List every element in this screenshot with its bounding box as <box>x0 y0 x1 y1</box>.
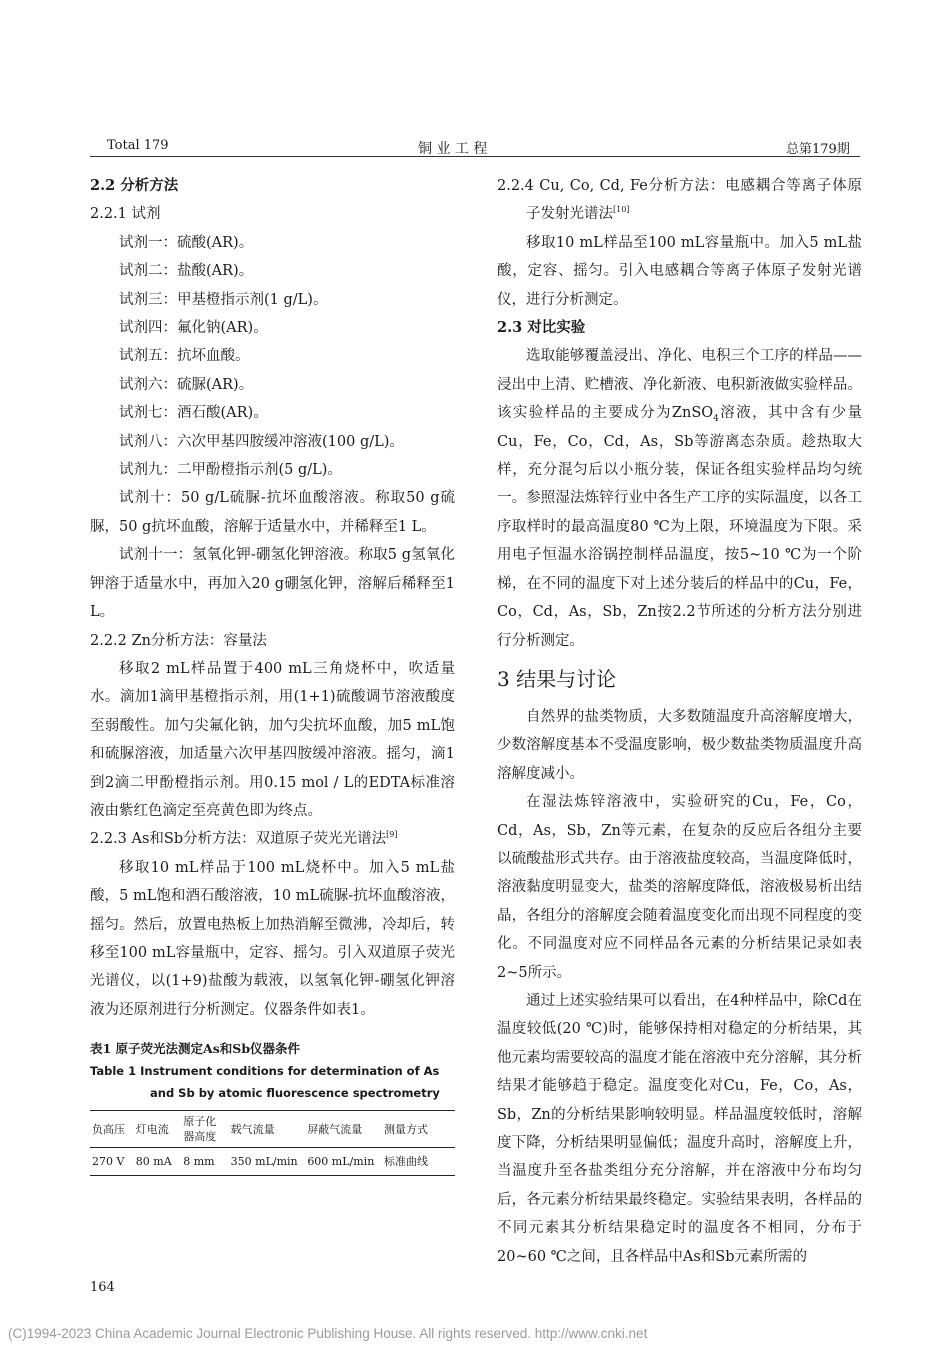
icp-method-paragraph: 移取10 mL样品至100 mL容量瓶中。加入5 mL盐酸，定容、摇匀。引入电感耦合等离子体原子发射光谱仪，进行分析测定。 <box>497 234 862 308</box>
section-2-2-heading: 2.2 分析方法 <box>90 177 179 194</box>
section-2-2-4-title: 2.2.4 Cu, Co, Cd, Fe分析方法：电感耦合等离子体原子发射光谱法 <box>497 178 862 223</box>
reagent-7: 试剂七：酒石酸(AR)。 <box>119 405 268 422</box>
section-2-3-heading: 2.3 对比实验 <box>497 319 586 337</box>
reagent-5: 试剂五：抗坏血酸。 <box>119 348 250 365</box>
assb-method-paragraph: 移取10 mL样品于100 mL烧杯中。加入5 mL盐酸，5 mL饱和酒石酸溶液，10 mL硫脲-抗坏血酸溶液，摇匀。然后，放置电热板上加热消解至微沸，冷却后，转移至100 mL容量瓶中，定容、摇匀。引入双道原子荧光光谱仪，以(1+9)盐酸为载液，以氢氧化钾-硼氢化钾溶液为还原剂进行分析测定。仪器条件如表1。 <box>90 859 455 1018</box>
reagent-6: 试剂六：硫脲(AR)。 <box>119 376 254 393</box>
section-2-2-3-heading <box>90 825 455 853</box>
results-paragraph-2: 在湿法炼锌溶液中，实验研究的Cu，Fe，Co，Cd，As，Sb，Zn等元素，在复杂的反应后各组分主要以硫酸盐形式共存。由于溶液盐度较高，当温度降低时，溶液黏度明显变大，盐类的溶解度降低，溶液极易析出结晶，各组分的溶解度会随着温度变化而出现不同程度的变化。不同温度对应不同样品各元素的分析结果记录如表2~5所示。 <box>497 794 862 981</box>
journal-title: 铜 业 工 程 <box>418 141 488 157</box>
page-number: 164 <box>90 1280 115 1295</box>
reagent-9: 试剂九：二甲酚橙指示剂(5 g/L)。 <box>119 462 342 479</box>
instrument-conditions-table <box>90 1110 455 1176</box>
left-column <box>90 172 455 1176</box>
reference-10: [10] <box>613 205 630 215</box>
table-row <box>90 1148 455 1176</box>
right-column <box>497 172 862 1271</box>
table1-caption-en-line1: Table 1 Instrument conditions for determination of As <box>90 1064 440 1079</box>
comparison-experiment-paragraph <box>497 342 862 654</box>
results-paragraph-1: 自然界的盐类物质，大多数随温度升高溶解度增大，少数溶解度基本不受温度影响，极少数盐类物质温度升高溶解度减小。 <box>497 708 862 782</box>
table-cell: 600 mL/min <box>305 1148 382 1176</box>
reagent-1: 试剂一：硫酸(AR)。 <box>119 234 254 251</box>
table-cell: 标准曲线 <box>382 1148 455 1176</box>
reagent-11: 试剂十一：氢氧化钾-硼氢化钾溶液。称取5 g氢氧化钾溶于适量水中，再加入20 g硼氢化钾，溶解后稀释至1 L。 <box>90 547 455 621</box>
reagent-2: 试剂二：盐酸(AR)。 <box>119 263 254 280</box>
reference-9: [9] <box>386 830 398 840</box>
reagent-10: 试剂十：50 g/L硫脲-抗坏血酸溶液。称取50 g硫脲，50 g抗坏血酸，溶解于适量水中，并稀释至1 L。 <box>90 490 455 535</box>
zn-method-paragraph: 移取2 mL样品置于400 mL三角烧杯中，吹适量水。滴加1滴甲基橙指示剂，用(1+1)硫酸调节溶液酸度至弱酸性。加勺尖氟化钠，加勺尖抗坏血酸，加5 mL饱和硫脲溶液，加适量六次甲基四胺缓冲溶液。摇匀，滴1到2滴二甲酚橙指示剂。用0.15 mol / L的EDTA标准溶液由紫红色滴定至亮黄色即为终点。 <box>90 660 455 819</box>
table-header-cell: 负高压 <box>90 1111 134 1148</box>
table-cell: 270 V <box>90 1148 134 1176</box>
reagent-3: 试剂三：甲基橙指示剂(1 g/L)。 <box>119 291 328 308</box>
section-3-heading: 3 结果与讨论 <box>497 666 617 691</box>
table-header-cell: 测量方式 <box>382 1111 455 1148</box>
section-2-2-2-heading: 2.2.2 Zn分析方法：容量法 <box>90 632 267 649</box>
running-header-right: 总第179期 <box>786 142 850 157</box>
table-cell: 350 mL/min <box>229 1148 306 1176</box>
reagent-8: 试剂八：六次甲基四胺缓冲溶液(100 g/L)。 <box>119 433 404 450</box>
comparison-text-a: 选取能够覆盖浸出、净化、电积三个工序的样品——浸出中上清、贮槽液、净化新液、电积新液做实验样品。该实验样品的主要成分为ZnSO <box>497 348 862 422</box>
sulfate-subscript: 4 <box>713 414 719 425</box>
comparison-text-b: 溶液，其中含有少量Cu，Fe，Co，Cd，As，Sb等游离态杂质。趁热取大样，充分混匀后以小瓶分装，保证各组实验样品均匀统一。参照湿法炼锌行业中各生产工序的实际温度，以各工序取样时的最高温度80 ℃为上限，环境温度为下限。采用电子恒温水浴锅控制样品温度，按5~10 ℃为一个阶梯，在不同的温度下对上述分装后的样品中的Cu，Fe，Co，Cd，As，Sb，Zn按2.2节所述的分析方法分别进行分析测定。 <box>497 405 863 649</box>
section-2-2-3-title: 2.2.3 As和Sb分析方法：双道原子荧光光谱法 <box>90 831 387 848</box>
results-paragraph-3: 通过上述实验结果可以看出，在4种样品中，除Cd在温度较低(20 ℃)时，能够保持相对稳定的分析结果，其他元素均需要较高的温度才能在溶液中充分溶解，其分析结果才能够趋于稳定。温度变化对Cu，Fe，Co，As，Sb，Zn的分析结果影响较明显。样品温度较低时，溶解度下降，分析结果明显偏低；温度升高时，溶解度上升，当温度升至各盐类组分充分溶解，并在溶液中分布均匀后，各元素分析结果最终稳定。实验结果表明，各样品的不同元素其分析结果稳定时的温度各不相同，分布于20~60 ℃之间，且各样品中As和Sb元素所需的 <box>497 992 862 1265</box>
table-header-cell: 载气流量 <box>229 1111 306 1148</box>
section-2-2-1-heading: 2.2.1 试剂 <box>90 206 161 223</box>
table-header-cell: 原子化器高度 <box>181 1111 228 1148</box>
section-2-2-4-heading <box>497 172 862 229</box>
table-cell: 80 mA <box>134 1148 181 1176</box>
table-header-cell: 屏蔽气流量 <box>305 1111 382 1148</box>
table1-caption-cn: 表1 原子荧光法测定As和Sb仪器条件 <box>90 1041 301 1057</box>
table-header-cell: 灯电流 <box>134 1111 181 1148</box>
running-header-left: Total 179 <box>107 138 169 153</box>
reagent-4: 试剂四：氟化钠(AR)。 <box>119 320 268 337</box>
copyright-footer: (C)1994-2023 China Academic Journal Electronic Publishing House. All rights reserved. http://www.cnki.net <box>8 1326 648 1341</box>
header-rule <box>90 156 860 157</box>
table1-caption-en-line2: and Sb by atomic fluorescence spectrometry <box>150 1086 440 1101</box>
table-cell: 8 mm <box>181 1148 228 1176</box>
table-header-row <box>90 1111 455 1148</box>
